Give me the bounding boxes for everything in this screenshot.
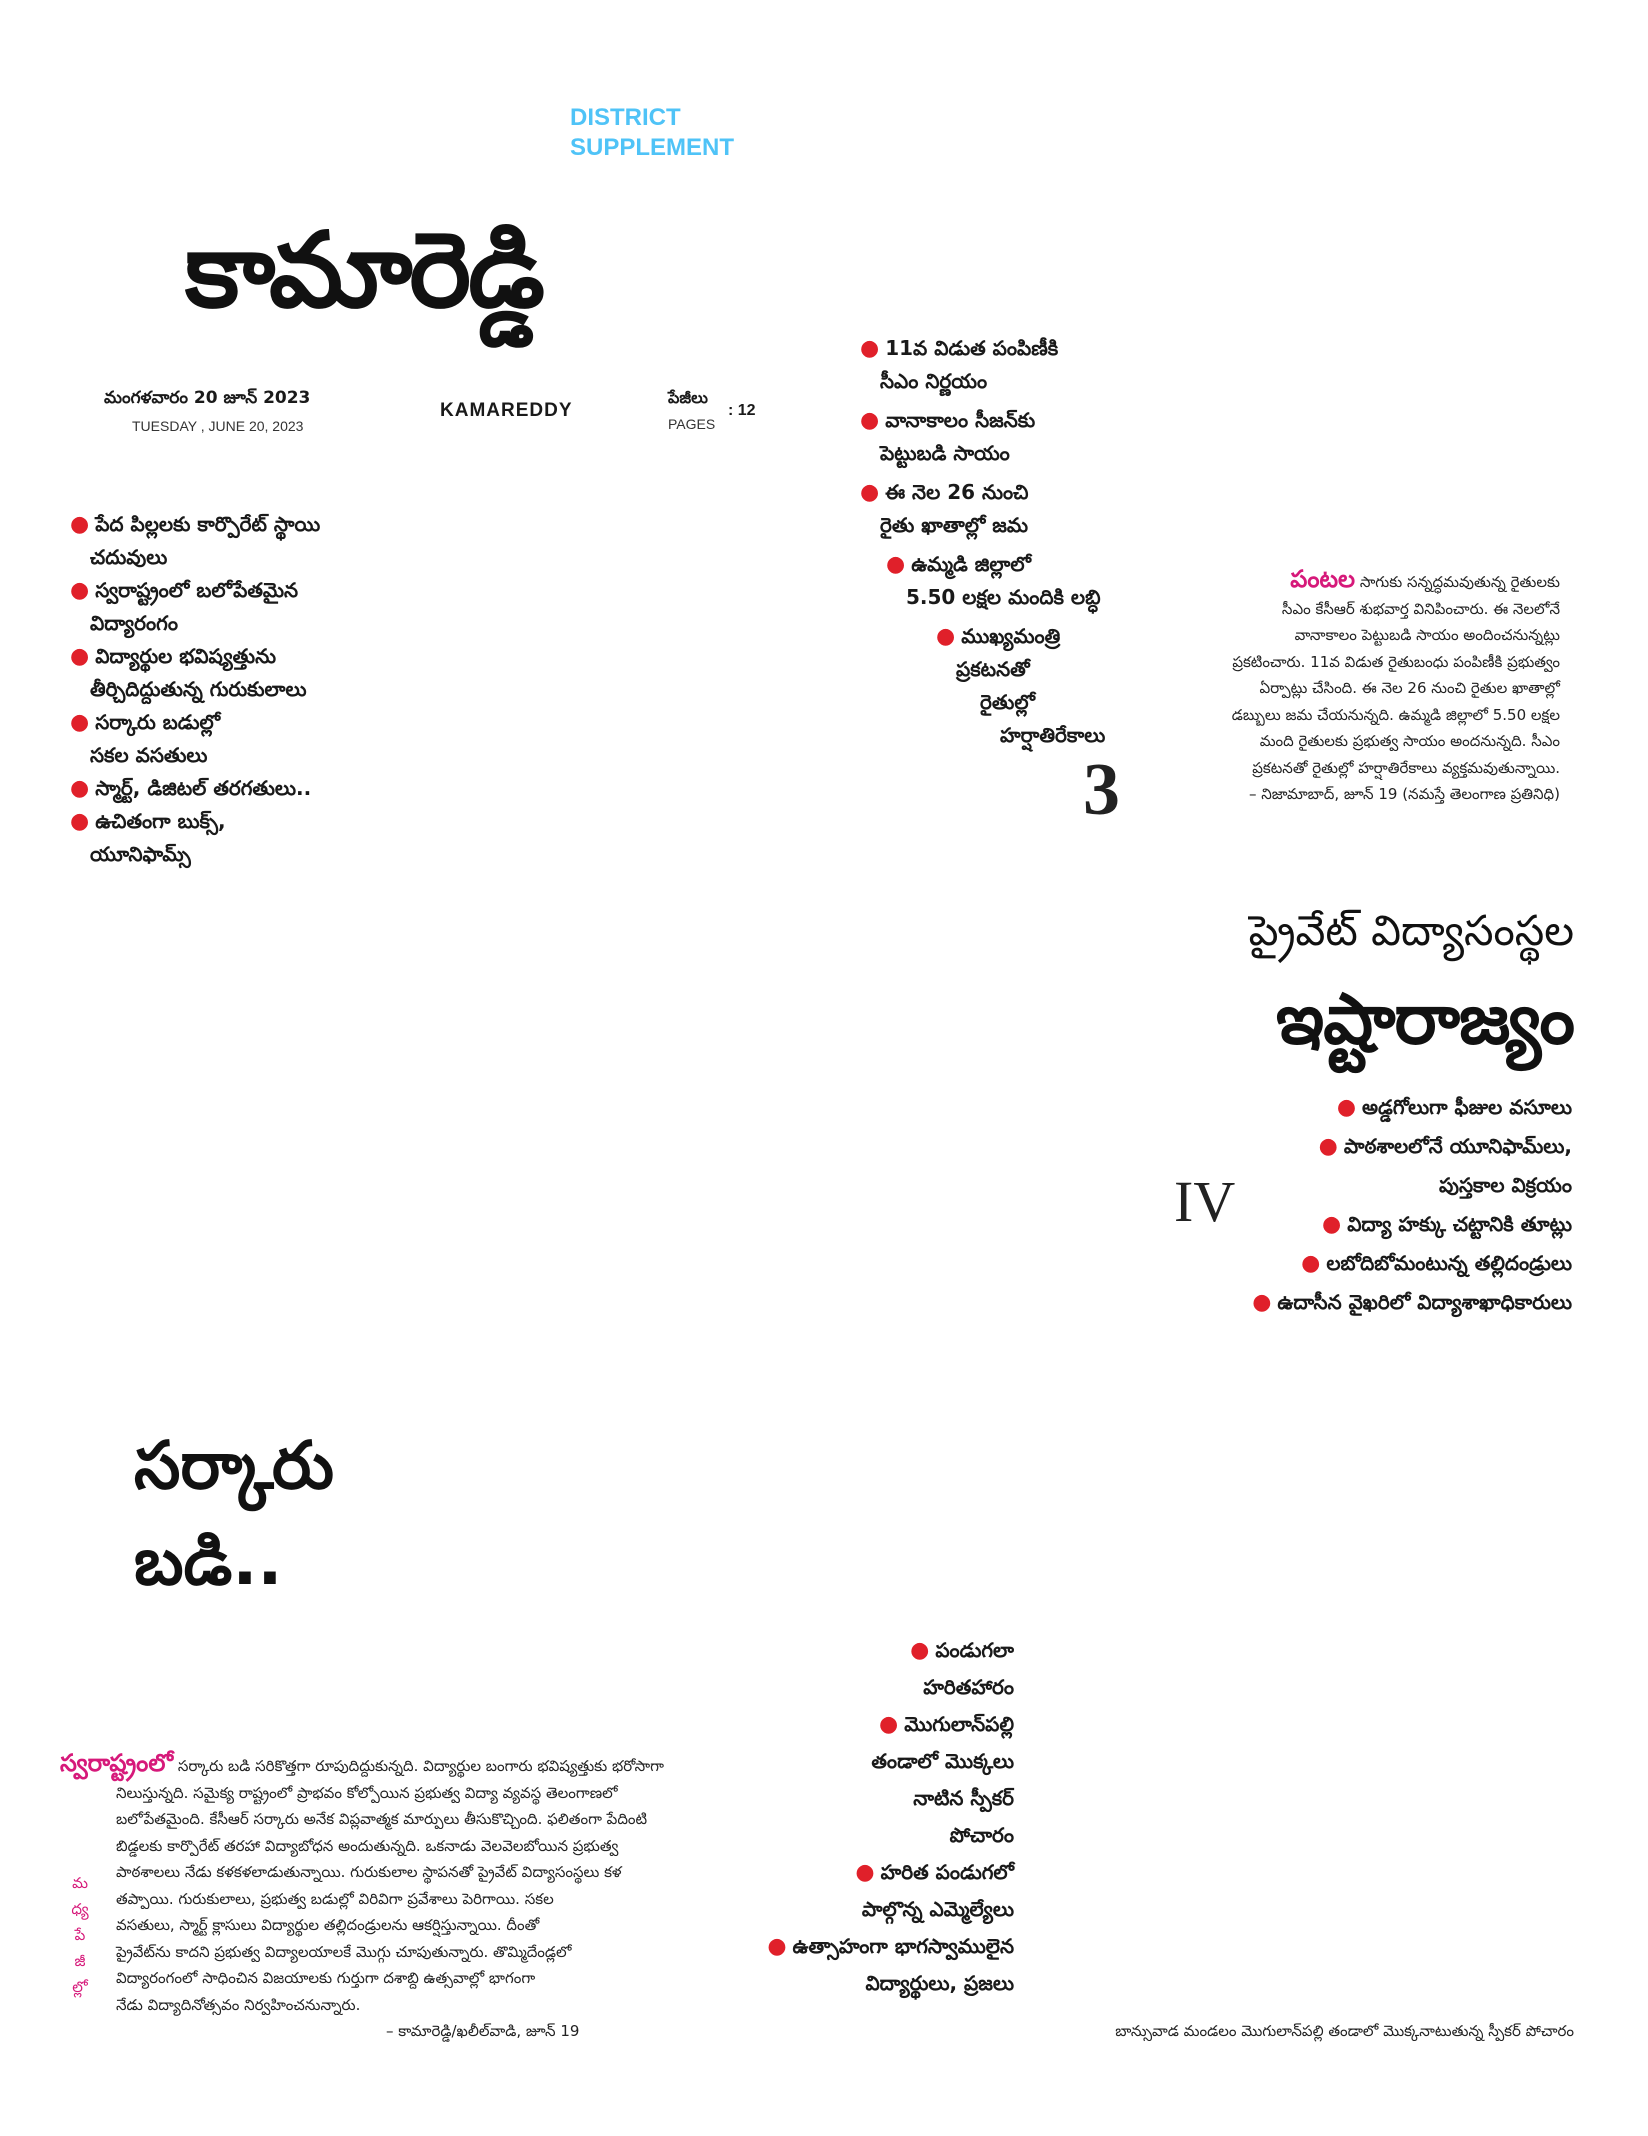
page-ref-iv: IV [1174, 1169, 1236, 1234]
supplement-label [570, 103, 734, 163]
list-item: రైతు ఖాతాల్లో జమ [880, 513, 1029, 537]
bullet-dot-icon: ● [860, 480, 880, 505]
list-item: నాటిన స్పీకర్ [913, 1786, 1014, 1810]
right-bullet-list [1252, 1088, 1572, 1322]
list-item: ● ఉదాసీన వైఖరిలో విద్యాశాఖాధికారులు [1252, 1290, 1572, 1315]
bullet-dot-icon: ● [1301, 1251, 1321, 1276]
bullet-dot-icon: ● [70, 512, 90, 537]
story-dateline: – నిజామాబాద్, జూన్ 19 (నమస్తే తెలంగాణ ప్రతినిధి) [1248, 785, 1560, 803]
list-item: ● ముఖ్యమంత్రి [936, 624, 1061, 649]
place-name: KAMAREDDY [440, 400, 573, 421]
bullet-dot-icon: ● [767, 1934, 787, 1959]
list-item: హరితహారం [923, 1675, 1014, 1699]
list-item: రైతుల్లో [980, 690, 1035, 714]
bullet-dot-icon: ● [1252, 1290, 1272, 1315]
bullet-dot-icon: ● [70, 644, 90, 669]
bullet-dot-icon: ● [70, 578, 90, 603]
list-item: విద్యార్థులు, ప్రజలు [865, 1971, 1014, 1995]
list-item: ● స్వరాష్ట్రంలో బలోపేతమైన విద్యారంగం [70, 578, 299, 635]
list-item: ● విద్యార్థుల భవిష్యత్తును తీర్చిదిద్దుతున్న గురుకులాలు [70, 644, 307, 701]
list-item: పాల్గొన్న ఎమ్మెల్యేలు [861, 1897, 1014, 1921]
list-item: ప్రకటనతో [956, 657, 1030, 681]
list-item: ● మొగులాన్‌పల్లి [878, 1712, 1014, 1737]
top-bullet-list [860, 332, 1105, 752]
bullet-dot-icon: ● [910, 1638, 930, 1663]
story-crop-investment: పంటల సాగుకు సన్నద్ధమవుతున్న రైతులకు సీఎం కేసీఆర్ శుభవార్త వినిపించారు. ఈ నెలలోనే వానాకాలం పెట్టుబడి సాయం అందించనున్నట్లు ప్రకటించారు. 11వ విడుత రైతుబంధు పంపిణీకి ప్రభుత్వం ఏర్పాట్లు చేసింది. ఈ నెల 26 నుంచి రైతుల ఖాతాల్లో డబ్బులు జమ చేయనున్నది. ఉమ్మడి జిల్లాలో 5.50 లక్షల మంది రైతులకు ప్రభుత్వ సాయం అందనున్నది. సీఎం ప్రకటనతో రైతుల్లో హర్షాతిరేకాలు వ్యక్తమవుతున్నాయి. – నిజామాబాద్, జూన్ 19 (నమస్తే తెలంగాణ ప్రతినిధి) [1110, 566, 1560, 808]
story-government-school: స్వరాష్ట్రంలో సర్కారు బడి సరికొత్తగా రూపుదిద్దుకున్నది. విద్యార్థుల బంగారు భవిష్యత్తుకు భరోసాగా నిలుస్తున్నది. సమైక్య రాష్ట్రంలో ప్రాభవం కోల్పోయిన ప్రభుత్వ విద్యా వ్యవస్థ తెలంగాణలో బలోపేతమైంది. కేసీఆర్ సర్కారు అనేక విప్లవాత్మక మార్పులు తీసుకొచ్చింది. ఫలితంగా పేదింటి బిడ్డలకు కార్పొరేట్ తరహా విద్యాబోధన అందుతున్నది. ఒకనాడు వెలవెలబోయిన ప్రభుత్వ పాఠశాలలు నేడు కళకళలాడుతున్నాయి. గురుకులాల స్థాపనతో ప్రైవేట్ విద్యాసంస్థలు కళ తప్పాయి. గురుకులాలు, ప్రభుత్వ బడుల్లో విరివిగా ప్రవేశాలు పెరిగాయి. సకల వసతులు, స్మార్ట్ క్లాసులు విద్యార్థుల తల్లిదండ్రులను ఆకర్షిస్తున్నాయి. దీంతో ప్రైవేట్‌ను కాదని ప్రభుత్వ విద్యాలయాలకే మొగ్గు చూపుతున్నారు. తొమ్మిదేండ్లలో విద్యారంగంలో సాధించిన విజయాలకు గుర్తుగా దశాబ్ది ఉత్సవాల్లో భాగంగా నేడు విద్యాదినోత్సవం నిర్వహించనున్నారు. – కామారెడ్డి/ఖలీల్‌వాడి, జూన్ 19 [60, 1750, 780, 2045]
list-item: పెట్టుబడి సాయం [880, 441, 1010, 465]
bullet-dot-icon: ● [70, 809, 90, 834]
list-item: ● అడ్డగోలుగా ఫీజుల వసూలు [1336, 1095, 1572, 1120]
bullet-dot-icon: ● [860, 408, 880, 433]
list-item: 5.50 లక్షల మందికి లబ్ధి [906, 585, 1101, 609]
list-item: ● పండుగలా [910, 1638, 1014, 1663]
story-lead-word: స్వరాష్ట్రంలో [60, 1749, 174, 1777]
left-bullet-list [70, 508, 400, 871]
date-telugu: మంగళవారం 20 జూన్ 2023 [104, 388, 311, 408]
bullet-dot-icon: ● [70, 776, 90, 801]
supplement-line2: SUPPLEMENT [570, 134, 735, 161]
bullet-dot-icon: ● [860, 336, 880, 361]
date-english: TUESDAY , JUNE 20, 2023 [132, 418, 304, 434]
bullet-dot-icon: ● [1318, 1134, 1338, 1159]
page-ref-3: 3 [1083, 749, 1120, 831]
pages-label-english: PAGES [668, 416, 716, 432]
headline-private-schools-sub: ప్రైవేట్ విద్యాసంస్థల [1248, 906, 1574, 955]
pages-label-telugu: పేజీలు [668, 388, 708, 407]
headline-government-school: సర్కారు బడి.. [134, 1427, 334, 1600]
list-item: ● ఈ నెల 26 నుంచి [860, 480, 1029, 505]
list-item: హర్షాతిరేకాలు [1000, 723, 1106, 747]
bullet-dot-icon: ● [886, 552, 906, 577]
list-item: ● ఉత్సాహంగా భాగస్వాములైన [767, 1934, 1014, 1959]
list-item: ● లబోదిబోమంటున్న తల్లిదండ్రులు [1301, 1251, 1572, 1276]
list-item: సీఎం నిర్ణయం [880, 369, 988, 393]
list-item: ● పేద పిల్లలకు కార్పొరేట్ స్థాయి చదువులు [70, 512, 321, 569]
list-item: ● వానాకాలం సీజన్‌కు [860, 408, 1036, 433]
list-item: పోచారం [949, 1823, 1014, 1847]
bullet-dot-icon: ● [855, 1860, 875, 1885]
list-item: ● హరిత పండుగలో [855, 1860, 1014, 1885]
list-item: పుస్తకాల విక్రయం [1438, 1173, 1572, 1197]
masthead-title: కామారెడ్డి [185, 209, 542, 331]
list-item: ● స్మార్ట్, డిజిటల్ తరగతులు.. [70, 776, 312, 801]
vertical-section-label: మ ధ్య పే జీ ల్లో [71, 1874, 89, 1996]
list-item: ● విద్యా హక్కు చట్టానికి తూట్లు [1322, 1212, 1572, 1237]
bullet-dot-icon: ● [1322, 1212, 1342, 1237]
list-item: ● సర్కారు బడుల్లో సకల వసతులు [70, 710, 221, 767]
photo-caption: బాన్సువాడ మండలం మొగులాన్‌పల్లి తండాలో మొక్కనాటుతున్న స్పీకర్ పోచారం [1115, 2022, 1574, 2040]
list-item: ● ఉమ్మడి జిల్లాలో [886, 552, 1031, 577]
center-bullet-list [767, 1632, 1014, 2002]
list-item: తండాలో మొక్కలు [871, 1749, 1014, 1773]
pages-count: : 12 [728, 402, 756, 419]
bullet-dot-icon: ● [1336, 1095, 1357, 1120]
list-item: ● ఉచితంగా బుక్స్, యూనిఫామ్స్ [70, 809, 226, 866]
bullet-dot-icon: ● [936, 624, 956, 649]
bullet-dot-icon: ● [70, 710, 90, 735]
supplement-line1: DISTRICT [570, 104, 681, 131]
list-item: ● పాఠశాలలోనే యూనిఫామ్‌లు, [1318, 1134, 1572, 1159]
headline-private-schools-main: ఇష్టారాజ్యం [1276, 978, 1574, 1060]
bullet-dot-icon: ● [878, 1712, 899, 1737]
story-lead-word: పంటల [1290, 565, 1356, 593]
story-dateline: – కామారెడ్డి/ఖలీల్‌వాడి, జూన్ 19 [386, 2022, 580, 2040]
list-item: ● 11వ విడుత పంపిణీకి [860, 336, 1059, 361]
